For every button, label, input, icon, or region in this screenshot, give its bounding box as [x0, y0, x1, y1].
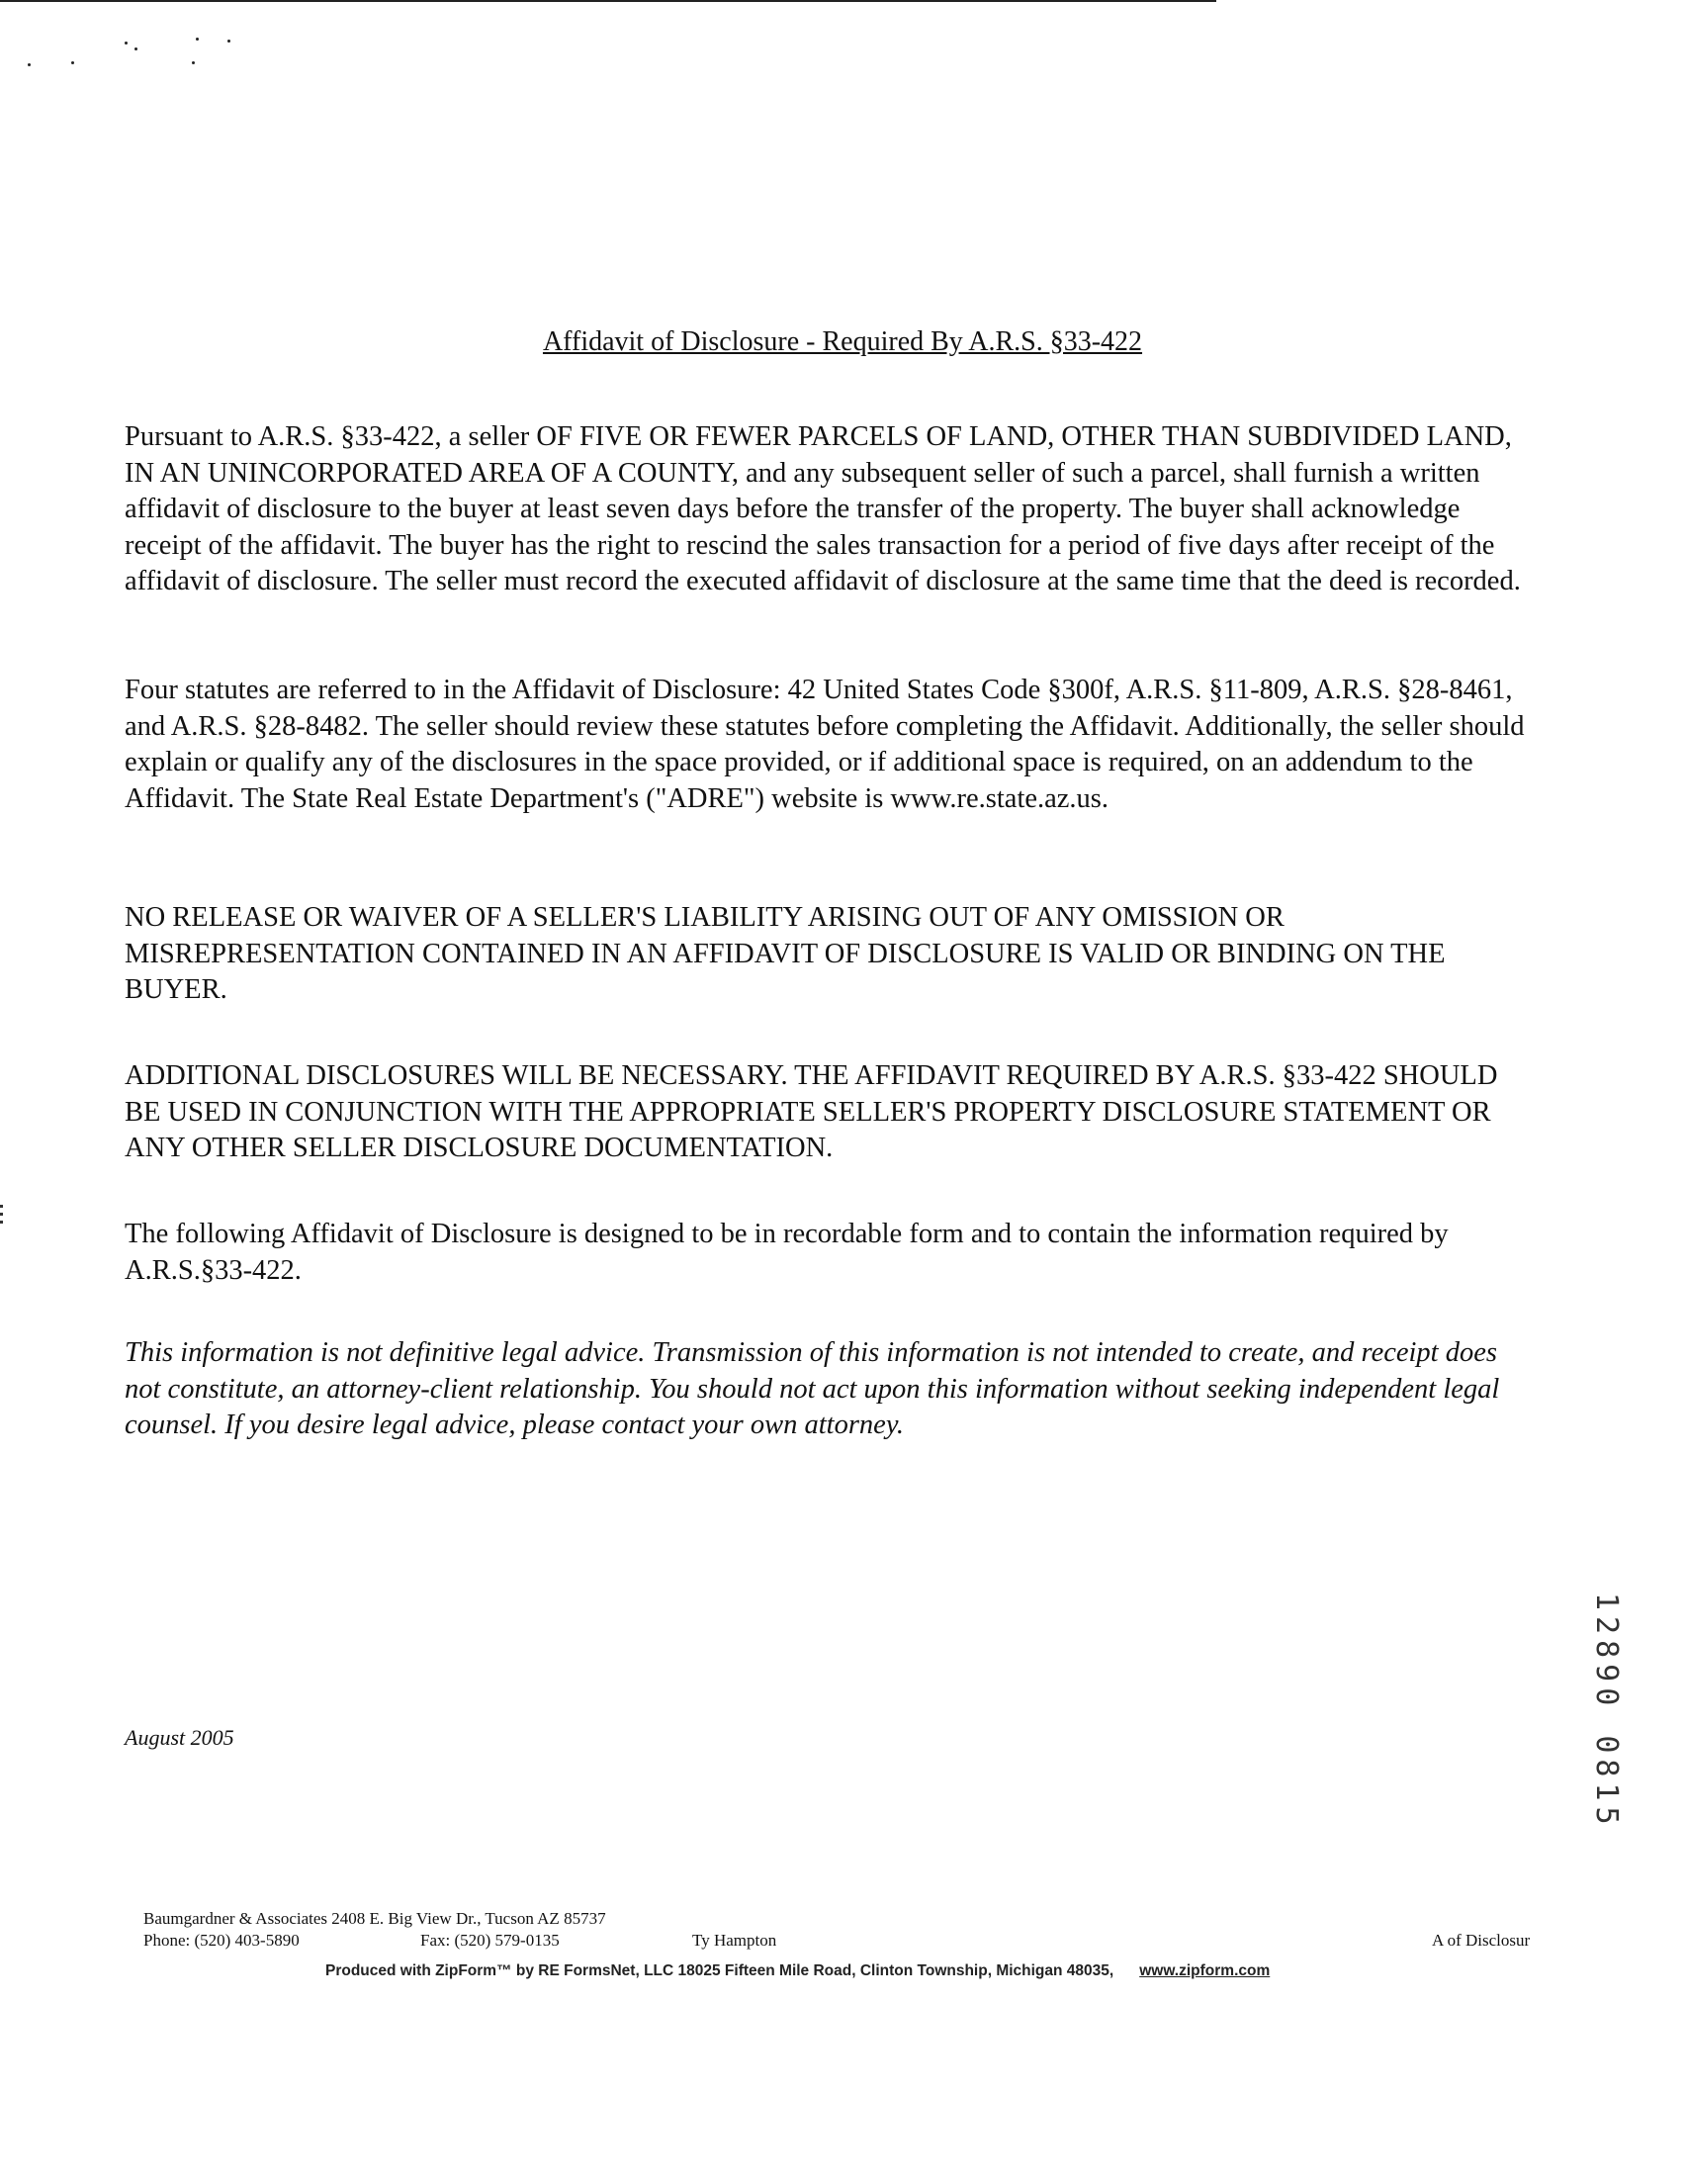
- footer-fax: Fax: (520) 579-0135: [420, 1931, 560, 1950]
- recording-number-text: 12890 0815: [1589, 1592, 1624, 1831]
- margin-marks: [0, 1205, 4, 1227]
- footer-zipform-link[interactable]: www.zipform.com: [1139, 1962, 1271, 1979]
- paragraph-no-waiver: NO RELEASE OR WAIVER OF A SELLER'S LIABILITY ARISING OUT OF ANY OMISSION OR MISREPRESENTATION CONTAINED IN AN AFFIDAVIT OF DISCLOSURE IS VALID OR BINDING ON THE BUYER.: [125, 902, 1446, 1005]
- paragraph-legal-disclaimer: This information is not definitive legal advice. Transmission of this information is not intended to create, and receipt does not constitute, an attorney-client relationship. You should not act upon this information without seeking independent legal counsel. If you desire legal advice, please contact your own attorney.: [125, 1337, 1500, 1440]
- footer-phone: Phone: (520) 403-5890: [143, 1931, 300, 1950]
- footer-contact-row: [143, 1931, 1557, 1953]
- footer-form-code: A of Disclosur: [1432, 1931, 1531, 1950]
- footer-address: Baumgardner & Associates 2408 E. Big View Dr., Tucson AZ 85737: [143, 1909, 606, 1928]
- paragraph-recordable-form: The following Affidavit of Disclosure is designed to be in recordable form and to contain the information required by A.R.S.§33-422.: [125, 1219, 1449, 1286]
- footer-produced-text: Produced with ZipForm™ by RE FormsNet, LLC 18025 Fifteen Mile Road, Clinton Township, Michigan 48035,: [325, 1962, 1114, 1979]
- recording-number-stamp: [1589, 1592, 1634, 1860]
- scan-specks: [28, 36, 245, 75]
- paragraph-additional-disclosures: ADDITIONAL DISCLOSURES WILL BE NECESSARY. THE AFFIDAVIT REQUIRED BY A.R.S. §33-422 SHOULD BE USED IN CONJUNCTION WITH THE APPROPRIATE SELLER'S PROPERTY DISCLOSURE STATEMENT OR ANY OTHER SELLER DISCLOSURE DOCUMENTATION.: [125, 1060, 1498, 1163]
- top-scan-rule: [0, 0, 1216, 2]
- paragraph-statute-summary: Pursuant to A.R.S. §33-422, a seller OF FIVE OR FEWER PARCELS OF LAND, OTHER THAN SUBDIVIDED LAND, IN AN UNINCORPORATED AREA OF A COUNTY, and any subsequent seller of such a parcel, shall furnish a written affidavit of disclosure to the buyer at least seven days before the transfer of the property. The buyer shall acknowledge receipt of the affidavit. The buyer has the right to rescind the sales transaction for a period of five days after receipt of the affidavit of disclosure. The seller must record the executed affidavit of disclosure at the same time that the deed is recorded.: [125, 421, 1521, 596]
- footer-produced-with: [325, 1962, 1270, 1980]
- document-title: Affidavit of Disclosure - Required By A.R.S. §33-422: [542, 326, 1143, 357]
- paragraph-statutes-referenced: Four statutes are referred to in the Affidavit of Disclosure: 42 United States Code §300f, A.R.S. §11-809, A.R.S. §28-8461, and A.R.S. §28-8482. The seller should review these statutes before completing the Affidavit. Additionally, the seller should explain or qualify any of the disclosures in the space provided, or if additional space is required, on an addendum to the Affidavit. The State Real Estate Department's ("ADRE") website is www.re.state.az.us.: [125, 675, 1525, 814]
- footer-agent: Ty Hampton: [692, 1931, 777, 1950]
- revision-date: August 2005: [125, 1725, 234, 1750]
